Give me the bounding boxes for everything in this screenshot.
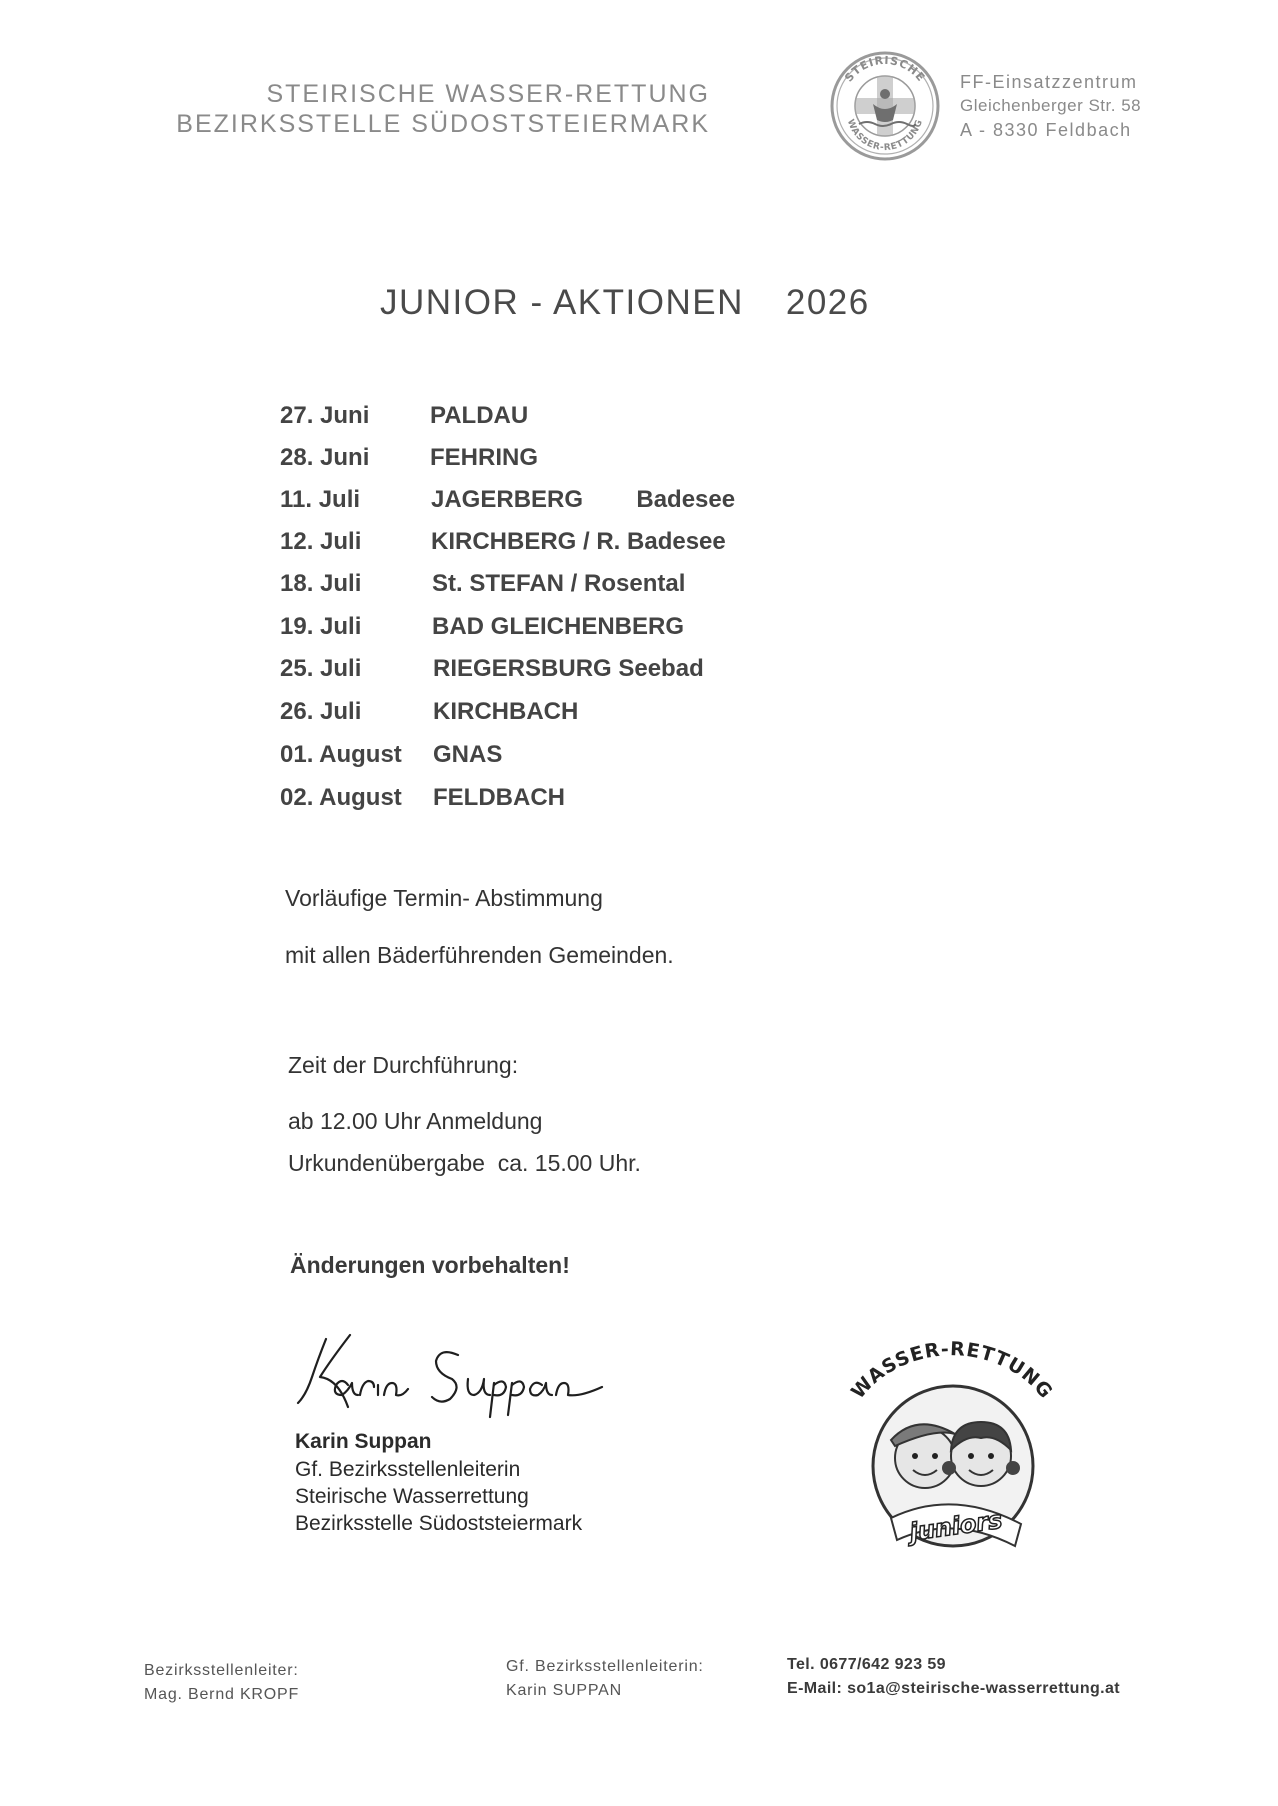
footer-email: E-Mail: so1a@steirische-wasserrettung.at xyxy=(787,1680,1121,1697)
seal-text-bottom: WASSER-RETTUNG xyxy=(844,118,926,154)
signatory-org: Steirische Wasserrettung xyxy=(295,1485,529,1508)
title-text: JUNIOR - AKTIONEN xyxy=(380,283,744,322)
logo-banner-text: juniors xyxy=(907,1505,1004,1547)
schedule-date: 25. Juli xyxy=(280,655,362,682)
address-line3: A - 8330 Feldbach xyxy=(960,120,1132,140)
schedule-date: 01. August xyxy=(280,741,402,768)
note-line1: Vorläufige Termin- Abstimmung xyxy=(285,885,603,911)
handwritten-signature xyxy=(290,1325,610,1420)
footer-col2-name: Karin SUPPAN xyxy=(506,1682,623,1699)
time-line2: Urkundenübergabe ca. 15.00 Uhr. xyxy=(288,1150,641,1176)
logo-arc-text: WASSER-RETTUNG xyxy=(847,1338,1058,1404)
schedule-place: PALDAU xyxy=(430,402,529,429)
schedule-date: 11. Juli xyxy=(280,486,361,513)
schedule-place: GNAS xyxy=(433,741,503,768)
schedule-place: BAD GLEICHENBERG xyxy=(432,613,685,640)
org-name-line2: BEZIRKSSTELLE SÜDOSTSTEIERMARK xyxy=(176,110,710,138)
time-heading: Zeit der Durchführung: xyxy=(288,1052,519,1078)
page-title xyxy=(380,283,870,323)
water-rescue-seal-logo xyxy=(829,50,941,162)
schedule-place: KIRCHBERG / R. Badesee xyxy=(431,528,726,555)
signatory-name: Karin Suppan xyxy=(295,1430,432,1453)
schedule-date: 27. Juni xyxy=(280,402,370,429)
schedule-date: 02. August xyxy=(280,784,402,811)
disclaimer: Änderungen vorbehalten! xyxy=(290,1252,570,1278)
footer-phone: Tel. 0677/642 923 59 xyxy=(787,1656,946,1673)
signatory-role: Gf. Bezirksstellenleiterin xyxy=(295,1458,521,1481)
seal-text-top: STEIRISCHE xyxy=(842,53,928,85)
schedule-date: 28. Juni xyxy=(280,444,370,471)
schedule-date: 18. Juli xyxy=(280,570,362,597)
wasser-rettung-juniors-logo xyxy=(825,1328,1080,1563)
address-line2: Gleichenberger Str. 58 xyxy=(960,96,1142,115)
org-name-line1: STEIRISCHE WASSER-RETTUNG xyxy=(266,80,710,108)
note-line2: mit allen Bäderführenden Gemeinden. xyxy=(285,942,674,968)
schedule-date: 12. Juli xyxy=(280,528,362,555)
schedule-place: FELDBACH xyxy=(433,784,565,811)
title-year: 2026 xyxy=(785,283,870,322)
schedule-date: 19. Juli xyxy=(280,613,362,640)
schedule-place: KIRCHBACH xyxy=(433,698,579,725)
schedule-place: JAGERBERG Badesee xyxy=(431,486,736,513)
schedule-date: 26. Juli xyxy=(280,698,362,725)
time-line1: ab 12.00 Uhr Anmeldung xyxy=(288,1108,543,1134)
schedule-place: FEHRING xyxy=(430,444,538,471)
footer-col1-name: Mag. Bernd KROPF xyxy=(144,1686,300,1703)
footer-col1-label: Bezirksstellenleiter: xyxy=(144,1662,299,1679)
schedule-place: RIEGERSBURG Seebad xyxy=(433,655,704,682)
signatory-unit: Bezirksstelle Südoststeiermark xyxy=(295,1512,583,1535)
schedule-place: St. STEFAN / Rosental xyxy=(432,570,686,597)
address-line1: FF-Einsatzzentrum xyxy=(960,72,1138,92)
footer-col2-label: Gf. Bezirksstellenleiterin: xyxy=(506,1658,704,1675)
